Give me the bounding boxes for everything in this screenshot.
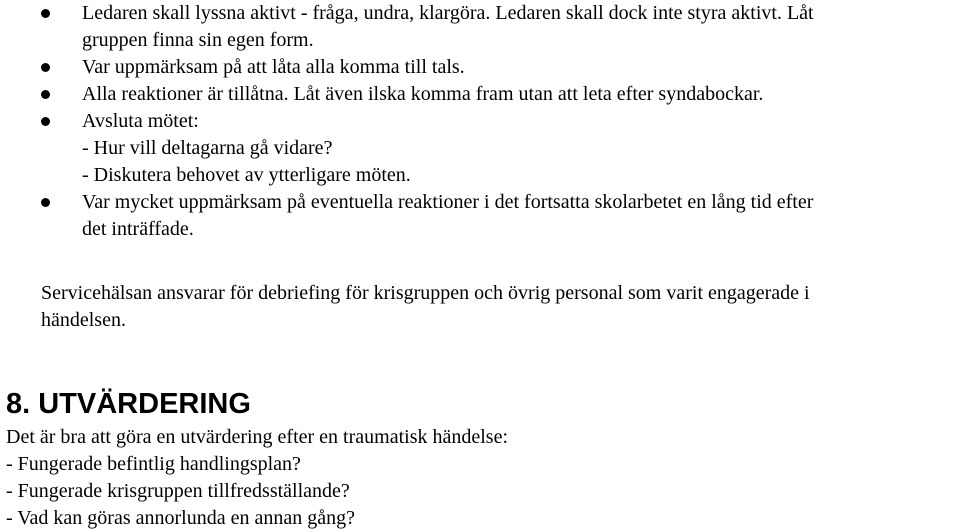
bullet-text-line: Ledaren skall lyssna aktivt - fråga, undra, klargöra. Ledaren skall dock inte styra aktivt. Låt bbox=[82, 2, 814, 24]
section-heading: 8. UTVÄRDERING bbox=[6, 388, 251, 420]
bullet-text-line: Var uppmärksam på att låta alla komma till tals. bbox=[82, 56, 465, 78]
bullet-item bbox=[0, 0, 960, 54]
evaluation-line: - Fungerade krisgruppen tillfredsställande? bbox=[6, 480, 350, 502]
evaluation-line: - Fungerade befintlig handlingsplan? bbox=[6, 453, 301, 475]
bullet-text-line: det inträffade. bbox=[82, 218, 194, 240]
bullet-item bbox=[0, 189, 960, 243]
bullet-text-line: gruppen finna sin egen form. bbox=[82, 29, 314, 51]
bullet-dot-icon bbox=[41, 63, 50, 72]
paragraph-line: Servicehälsan ansvarar för debriefing för krisgruppen och övrig personal som varit engagerade i bbox=[41, 282, 810, 304]
bullet-list bbox=[0, 0, 960, 243]
bullet-item bbox=[0, 54, 960, 81]
servicehalsan-paragraph bbox=[41, 280, 956, 334]
evaluation-line: - Vad kan göras annorlunda en annan gång? bbox=[6, 507, 355, 529]
paragraph-line: händelsen. bbox=[41, 309, 126, 331]
bullet-text-line: Var mycket uppmärksam på eventuella reaktioner i det fortsatta skolarbetet en lång tid efter bbox=[82, 191, 814, 213]
bullet-dot-icon bbox=[41, 9, 50, 18]
bullet-item bbox=[0, 108, 960, 189]
bullet-text-line: Alla reaktioner är tillåtna. Låt även ilska komma fram utan att leta efter syndabockar. bbox=[82, 83, 764, 105]
bullet-text-line: - Hur vill deltagarna gå vidare? bbox=[82, 137, 333, 159]
bullet-dot-icon bbox=[41, 117, 50, 126]
bullet-text-line: - Diskutera behovet av ytterligare möten. bbox=[82, 164, 411, 186]
bullet-text-line: Avsluta mötet: bbox=[82, 110, 199, 132]
bullet-dot-icon bbox=[41, 90, 50, 99]
evaluation-block bbox=[6, 424, 956, 532]
bullet-item bbox=[0, 81, 960, 108]
evaluation-line: Det är bra att göra en utvärdering efter en traumatisk händelse: bbox=[6, 426, 509, 448]
bullet-dot-icon bbox=[41, 198, 50, 207]
